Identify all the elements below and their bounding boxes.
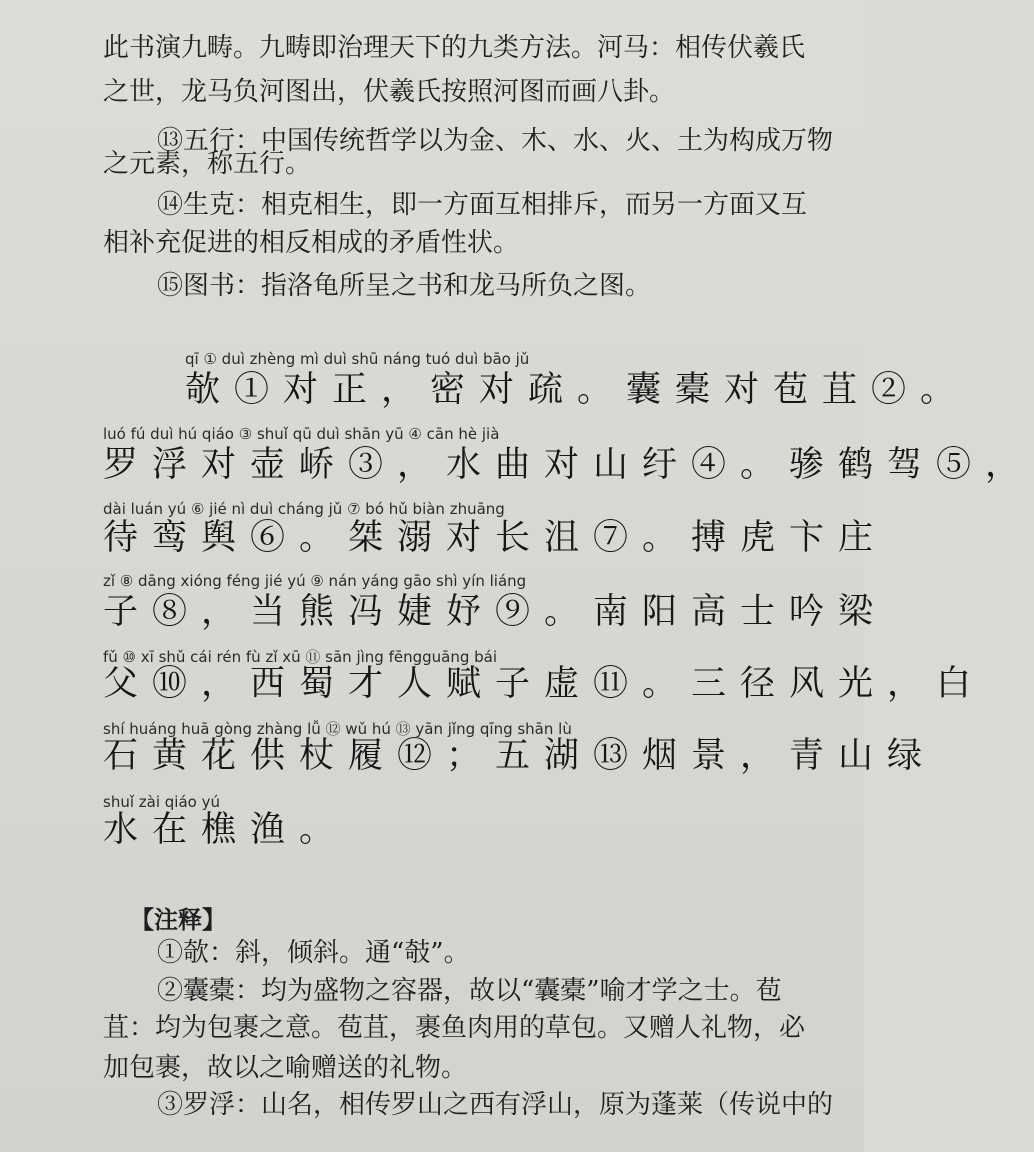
verse-line: 水在樵渔。 — [103, 810, 349, 850]
verse-pinyin: luó fú duì hú qiáo ③ shuǐ qū duì shān yū ④ cān hè jià — [103, 425, 500, 443]
verse-pinyin: shuǐ zài qiáo yú — [103, 793, 220, 811]
verse-line: 石黄花供杖履⑫；五湖⑬烟景，青山绿 — [103, 736, 937, 776]
verse-pinyin: fǔ ⑩ xī shǔ cái rén fù zǐ xū ⑪ sān jìng fēngguāng bái — [103, 648, 498, 666]
verse-line: 待鸾舆⑥。桀溺对长沮⑦。搏虎卞庄 — [103, 518, 888, 558]
note-line: ③罗浮：山名，相传罗山之西有浮山，原为蓬莱（传说中的 — [157, 1090, 834, 1120]
intro-note-line: 之世，龙马负河图出，伏羲氏按照河图而画八卦。 — [103, 77, 676, 107]
intro-note-line: 之元素，称五行。 — [103, 149, 312, 179]
verse-line: 子⑧，当熊冯婕妤⑨。南阳高士吟梁 — [103, 592, 888, 632]
verse-pinyin: qī ① duì zhèng mì duì shū náng tuó duì bāo jǔ — [185, 350, 530, 368]
verse-pinyin: zǐ ⑧ dāng xióng féng jié yú ⑨ nán yáng gāo shì yín liáng — [103, 572, 527, 590]
verse-line: 欹①对正，密对疏。囊橐对苞苴②。 — [185, 370, 970, 410]
intro-note-line: 此书演九畴。九畴即治理天下的九类方法。河马：相传伏羲氏 — [103, 33, 806, 63]
notes-heading: 【注释】 — [130, 905, 226, 934]
intro-note-line: 相补充促进的相反相成的矛盾性状。 — [103, 228, 520, 258]
verse-pinyin: shí huáng huā gòng zhàng lǚ ⑫ wǔ hú ⑬ yān jǐng qīng shān lù — [103, 720, 572, 738]
intro-note-line: ⑬五行：中国传统哲学以为金、木、水、火、土为构成万物 — [157, 126, 834, 156]
note-line: 加包裹，故以之喻赠送的礼物。 — [103, 1053, 468, 1083]
verse-pinyin: dài luán yú ⑥ jié nì duì cháng jǔ ⑦ bó hǔ biàn zhuāng — [103, 500, 505, 518]
intro-note-line: ⑮图书：指洛龟所呈之书和龙马所负之图。 — [157, 271, 652, 301]
verse-line: 罗浮对壶峤③，水曲对山纡④。骖鹤驾⑤， — [103, 445, 1034, 485]
intro-note-line: ⑭生克：相克相生，即一方面互相排斥，而另一方面又互 — [157, 190, 808, 220]
note-line: ②囊橐：均为盛物之容器，故以“囊橐”喻才学之士。苞 — [157, 976, 782, 1006]
note-line: ①欹：斜，倾斜。通“攲”。 — [157, 938, 470, 968]
note-line: 苴：均为包裹之意。苞苴，裹鱼肉用的草包。又赠人礼物，必 — [103, 1013, 806, 1043]
verse-line: 父⑩，西蜀才人赋子虚⑪。三径风光，白 — [103, 664, 986, 704]
